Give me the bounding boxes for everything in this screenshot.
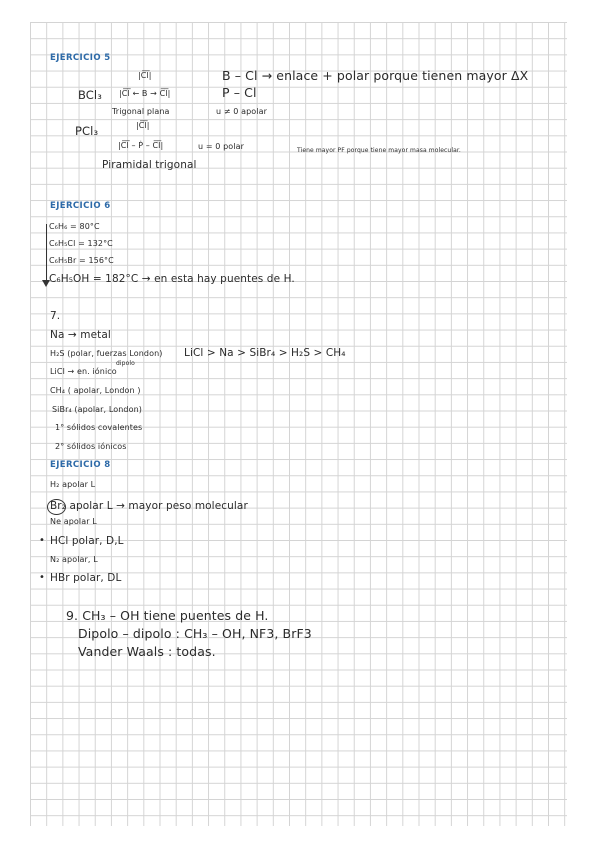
ej7-sibr4: SiBr₄ (apolar, London)	[52, 405, 142, 414]
ej5-u-apolar: u ≠ 0 apolar	[216, 107, 267, 116]
ej5-bcl3-top-cl: |C̅l̅|	[138, 71, 152, 80]
ej9-line-1: 9. CH₃ – OH tiene puentes de H.	[66, 608, 269, 623]
ej6-line-3: C₆H₅Br = 156°C	[49, 256, 114, 265]
ej8-hbr: HBr polar, DL	[50, 572, 122, 584]
ej5-u-polar: u = 0 polar	[198, 142, 244, 151]
ej6-line-2: C₆H₅Cl = 132°C	[49, 239, 113, 248]
page-margin-left	[0, 0, 30, 848]
ej7-na-metal: Na → metal	[50, 329, 111, 341]
ej5-heading: EJERCICIO 5	[50, 53, 111, 63]
ej8-br2: Br₂ apolar L → mayor peso molecular	[50, 500, 248, 512]
page-margin-right	[567, 0, 599, 848]
ej8-hcl: HCl polar, D,L	[50, 535, 124, 547]
ej8-ne: Ne apolar L	[50, 517, 97, 526]
ej5-trigonal-plana: Trigonal plana	[112, 107, 170, 116]
ej8-heading: EJERCICIO 8	[50, 460, 111, 470]
ej8-hcl-bullet: •	[39, 535, 45, 546]
ej7-order: LiCl > Na > SiBr₄ > H₂S > CH₄	[184, 347, 346, 359]
ej5-bcl3-structure: |C̅l̅ ← B → C̅l̅|	[119, 89, 171, 98]
ej6-line-1: C₆H₆ = 80°C	[49, 222, 100, 231]
ej7-h2s: H₂S (polar, fuerzas London)	[50, 349, 163, 358]
ej5-pcl3-label: PCl₃	[75, 124, 99, 138]
ej8-h2: H₂ apolar L	[50, 480, 96, 489]
ej6-heading: EJERCICIO 6	[50, 201, 111, 211]
ej7-dipolo-note: dipolo	[116, 360, 135, 367]
ej9-line-3: Vander Waals : todas.	[78, 644, 216, 659]
ej5-p-cl: P – Cl	[222, 85, 257, 100]
ej7-heading: 7.	[50, 310, 61, 322]
ej8-n2: N₂ apolar, L	[50, 555, 98, 564]
ej5-pcl3-structure: |C̅l̅ – Ṗ – C̅l̅|	[118, 141, 164, 150]
ej5-pf-note: Tiene mayor PF porque tiene mayor masa molecular.	[297, 147, 461, 154]
ej6-line-4: C₆H₅OH = 182°C → en esta hay puentes de H.	[49, 273, 295, 285]
ej7-licl: LiCl → en. iónico	[50, 367, 117, 376]
ej8-hbr-bullet: •	[39, 572, 45, 583]
page-margin-top	[0, 0, 599, 22]
ej5-piramidal-trigonal: Piramidal trigonal	[102, 159, 197, 171]
page-margin-bottom	[0, 826, 599, 848]
ej5-bcl3-label: BCl₃	[78, 88, 102, 102]
ej7-solidos-covalentes: 1° sólidos covalentes	[55, 423, 143, 432]
ej5-b-cl-note: B – Cl → enlace + polar porque tienen mayor ΔX	[222, 68, 529, 83]
ej5-pcl3-top-cl: |C̅l̅|	[136, 121, 150, 130]
ej9-line-2: Dipolo – dipolo : CH₃ – OH, NF3, BrF3	[78, 626, 312, 641]
ej7-solidos-ionicos: 2° sólidos iónicos	[55, 442, 127, 451]
ej7-ch4: CH₄ ( apolar, London )	[50, 386, 141, 395]
ej6-arrow-line	[46, 224, 47, 284]
